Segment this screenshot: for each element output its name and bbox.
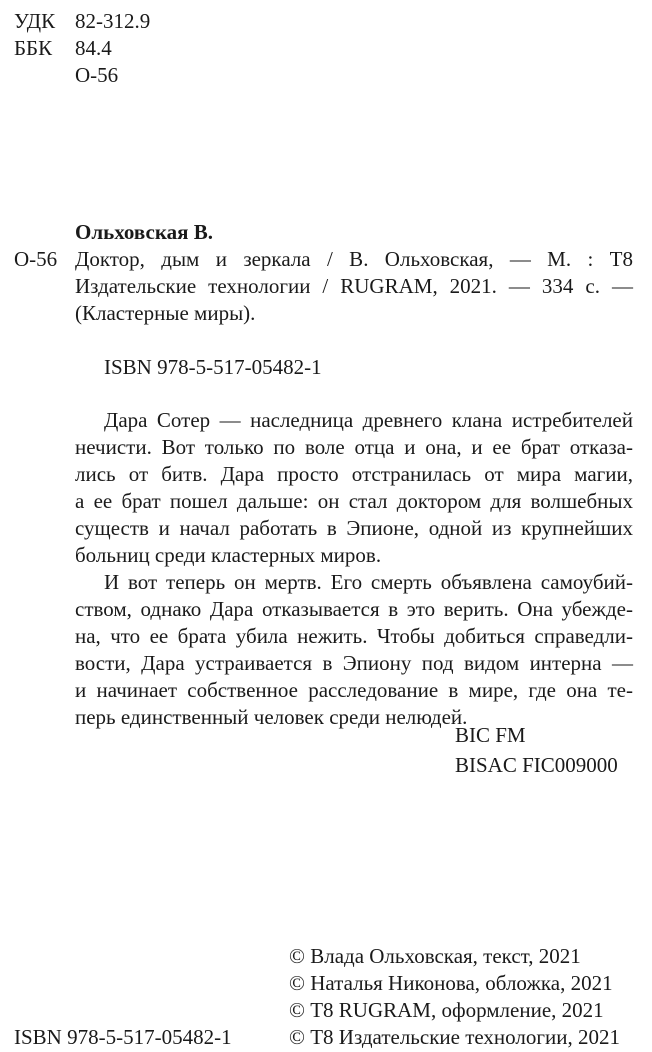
biblio-line: Издательские технологии / RUGRAM, 2021. — 334 с. — (75, 274, 633, 298)
copyright-line: © Т8 Издательские технологии, 2021 (289, 1025, 620, 1049)
annotation-line: лись от битв. Дара просто отстранилась от мира магии, (75, 462, 633, 486)
copyright-line: © Т8 RUGRAM, оформление, 2021 (289, 998, 604, 1022)
copyright-line: © Наталья Никонова, обложка, 2021 (289, 971, 613, 995)
annotation-line: перь единственный человек среди нелюдей. (75, 705, 468, 729)
annotation-line: на, что ее брата убила нежить. Чтобы добиться справедли- (75, 624, 633, 648)
annotation-line: ством, однако Дара отказывается в это верить. Она убежде- (75, 597, 633, 621)
annotation-line: и начинает собственное расследование в мире, где она те- (75, 678, 633, 702)
annotation-line: И вот теперь он мертв. Его смерть объявлена самоубий- (104, 570, 633, 594)
author-heading: Ольховская В. (75, 220, 213, 244)
annotation-paragraph-2 (75, 569, 633, 731)
biblio-line: Доктор, дым и зеркала / В. Ольховская, — М. : Т8 (75, 247, 633, 271)
cutter-mark: О-56 (75, 63, 119, 87)
annotation-line: нечисти. Вот только по воле отца и она, и ее брат отказа- (75, 435, 633, 459)
isbn-footer: ISBN 978-5-517-05482-1 (14, 1025, 232, 1049)
biblio-line: (Кластерные миры). (75, 301, 256, 325)
annotation-line: больниц среди кластерных миров. (75, 543, 382, 567)
bbk-value: 84.4 (75, 36, 112, 60)
bic-code: BIC FM (455, 723, 526, 747)
annotation-line: а ее брат пошел дальше: он стал доктором для волшебных (75, 489, 633, 513)
bibliographic-description (75, 246, 633, 327)
subject-codes (455, 720, 618, 780)
udk-label: УДК (14, 9, 56, 33)
annotation-line: вости, Дара устраивается в Эпиону под видом интерна — (75, 651, 633, 675)
annotation-line: Дара Сотер — наследница древнего клана истребителей (104, 408, 633, 432)
bisac-code: BISAC FIC009000 (455, 753, 618, 777)
copyright-line: © Влада Ольховская, текст, 2021 (289, 944, 581, 968)
isbn-entry: ISBN 978-5-517-05482-1 (104, 355, 322, 379)
annotation-line: существ и начал работать в Эпионе, одной из крупнейших (75, 516, 633, 540)
udk-value: 82-312.9 (75, 9, 151, 33)
annotation-paragraph-1 (75, 407, 633, 569)
cutter-mark-entry: О-56 (14, 247, 58, 271)
bbk-label: ББК (14, 36, 53, 60)
copyright-block (289, 943, 633, 1051)
